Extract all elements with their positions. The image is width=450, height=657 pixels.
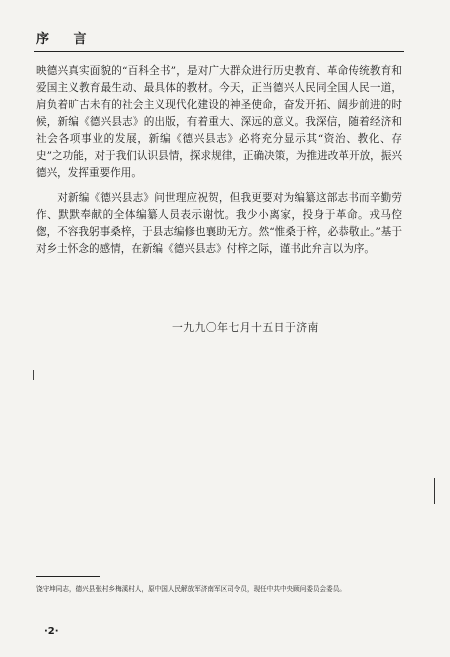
body-paragraph: 对新编《德兴县志》问世理应祝贺，但我更要对为编纂这部志书而辛勤劳作、默默奉献的全体编纂人员表示谢忱。我少小离家，投身于革命。戎马倥偬，不容我躬事桑梓，于县志编修也襄助无方。然“惟桑于梓，必恭敬止。”基于对乡土怀念的感情，在新编《德兴县志》付梓之际，谨书此弁言以为序。: [36, 192, 402, 255]
page-number: ·2·: [44, 626, 59, 637]
margin-mark: [33, 370, 36, 380]
running-title: 序 言: [36, 32, 97, 47]
body-paragraph: 映德兴真实面貌的“百科全书”，是对广大群众进行历史教育、革命传统教育和爱国主义教育最生动、最具体的教材。今天，正当德兴人民同全国人民一道，肩负着旷古未有的社会主义现代化建设的神圣使命，奋发开拓、阔步前进的时候，新编《德兴县志》的出版，有着重大、深远的意义。我深信，随着经济和社会各项事业的发展，新编《德兴县志》必将充分显示其“资治、教化、存史”之功能，对于我们认识县情，探求规律，正确决策，为推进改革开放，振兴德兴，发挥重要作用。: [36, 65, 402, 179]
signature-date: 一九九〇年七月十五日于济南: [172, 321, 319, 334]
footnote: [36, 583, 402, 596]
footnote-text: 饶守坤同志，德兴县张村乡梅溪村人，原中国人民解放军济南军区司令员，现任中共中央顾问委员会委员。: [36, 585, 346, 593]
footnote-rule: [36, 576, 100, 577]
header-rule: [34, 51, 404, 52]
preface-body: [36, 63, 402, 258]
scan-edge-mark: [434, 478, 437, 504]
